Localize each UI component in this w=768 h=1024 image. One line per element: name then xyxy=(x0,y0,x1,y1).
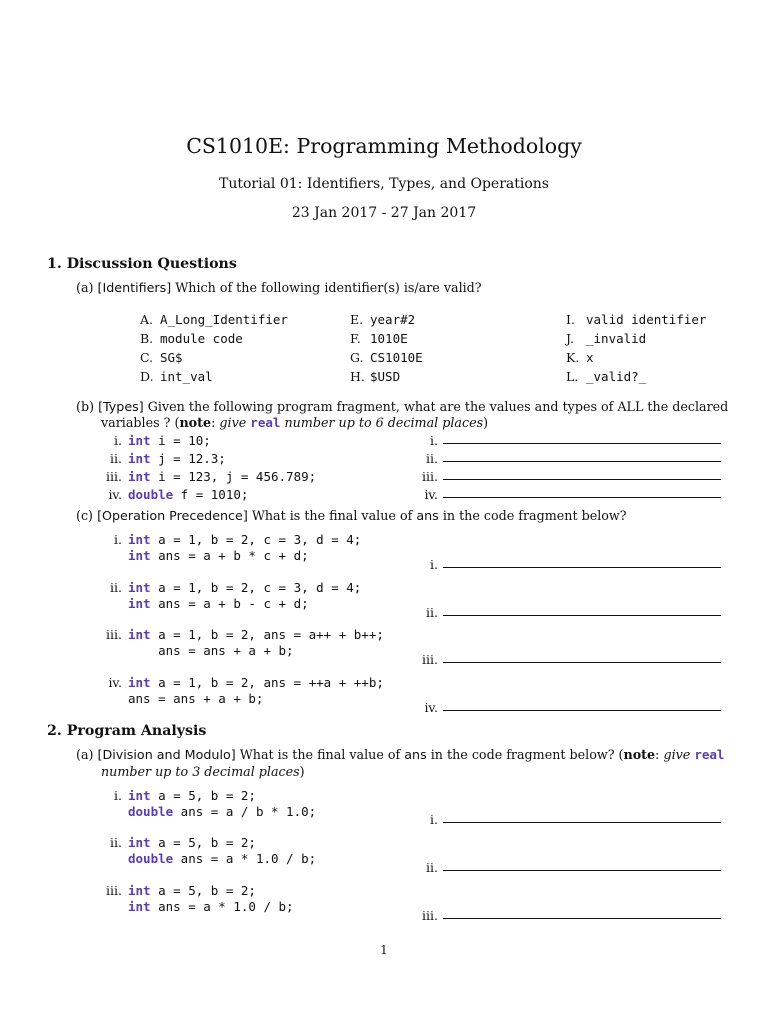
code-text: a = 1, b = 2, c = 3, d = 4; xyxy=(150,580,362,595)
item-number: i. xyxy=(114,433,122,448)
question-2a-line2 xyxy=(101,763,305,780)
question-text: What is the final value of xyxy=(251,508,413,523)
option-value: x xyxy=(586,350,594,365)
option-value: CS1010E xyxy=(370,350,423,365)
answer-label: iii. xyxy=(422,908,438,923)
code-text: ans = ans + a + b; xyxy=(128,691,264,706)
code-text: ans = a * 1.0 / b; xyxy=(150,899,294,914)
code-line xyxy=(128,451,226,466)
answer-line[interactable] xyxy=(443,822,721,823)
code-keyword: int xyxy=(128,532,151,547)
code-keyword: int xyxy=(128,788,151,803)
option-label: F. xyxy=(350,331,361,346)
option-label: J. xyxy=(566,331,575,346)
code-keyword: int xyxy=(128,433,151,448)
question-marker: (a) xyxy=(76,280,94,295)
page-subtitle: Tutorial 01: Identifiers, Types, and Operations xyxy=(219,176,549,192)
code-text: a = 5, b = 2; xyxy=(150,788,256,803)
code-line xyxy=(128,469,316,484)
question-tag: [Identifiers] xyxy=(97,280,172,295)
code-text: ans = a + b - c + d; xyxy=(150,596,309,611)
question-var: ans xyxy=(404,747,427,762)
section-2-heading: 2. Program Analysis xyxy=(47,723,207,739)
code-keyword: int xyxy=(128,899,151,914)
option-value: _invalid xyxy=(586,331,647,346)
code-keyword: int xyxy=(128,548,151,563)
code-text: f = 1010; xyxy=(173,487,249,502)
answer-label: iv. xyxy=(424,487,438,502)
question-text: What is the final value of xyxy=(239,747,401,762)
identifier-option xyxy=(140,347,183,366)
question-text: in the code fragment below? ( xyxy=(430,747,624,762)
option-value: valid identifier xyxy=(586,312,707,327)
note-give: give xyxy=(219,415,247,430)
option-label: C. xyxy=(140,350,154,365)
code-text: i = 123, j = 456.789; xyxy=(150,469,317,484)
note-colon: : xyxy=(655,747,660,762)
answer-line[interactable] xyxy=(443,461,721,462)
answer-label: ii. xyxy=(426,605,438,620)
note-real: real xyxy=(694,747,725,762)
answer-line[interactable] xyxy=(443,497,721,498)
code-line xyxy=(128,580,361,595)
code-line xyxy=(128,899,294,914)
answer-line[interactable] xyxy=(443,662,721,663)
page-dates: 23 Jan 2017 - 27 Jan 2017 xyxy=(291,205,477,221)
code-text: a = 1, b = 2, ans = a++ + b++; xyxy=(150,627,384,642)
code-keyword: double xyxy=(128,851,174,866)
question-2a xyxy=(76,746,724,763)
answer-line[interactable] xyxy=(443,870,721,871)
question-tag: [Types] xyxy=(98,399,144,414)
question-text: in the code fragment below? xyxy=(442,508,627,523)
code-text: ans = a + b * c + d; xyxy=(150,548,309,563)
code-text: ans = ans + a + b; xyxy=(128,643,294,658)
code-line xyxy=(128,851,316,866)
section-1-heading: 1. Discussion Questions xyxy=(47,256,237,272)
answer-line[interactable] xyxy=(443,615,721,616)
identifier-option xyxy=(350,366,400,385)
note-give: give xyxy=(663,747,691,762)
option-label: I. xyxy=(566,312,575,327)
answer-line[interactable] xyxy=(443,918,721,919)
question-1a xyxy=(76,279,482,296)
code-line xyxy=(128,548,309,563)
code-line xyxy=(128,532,361,547)
code-line xyxy=(128,675,384,690)
question-1b xyxy=(76,398,728,415)
code-keyword: int xyxy=(128,451,151,466)
code-line xyxy=(128,433,211,448)
answer-label: ii. xyxy=(426,451,438,466)
note-tail: number up to 3 decimal places xyxy=(101,764,300,779)
option-value: _valid?_ xyxy=(586,369,647,384)
item-number: iv. xyxy=(108,675,122,690)
answer-label: iv. xyxy=(424,700,438,715)
option-value: $USD xyxy=(370,369,401,384)
code-line xyxy=(128,835,256,850)
question-marker: (c) xyxy=(76,508,94,523)
note-close: ) xyxy=(299,764,305,779)
code-line xyxy=(128,788,256,803)
identifier-option xyxy=(140,328,243,347)
code-text: i = 10; xyxy=(150,433,211,448)
identifier-option xyxy=(566,309,706,328)
code-line xyxy=(128,691,263,706)
answer-label: i. xyxy=(430,433,438,448)
note-tail: number up to 6 decimal places xyxy=(284,415,484,430)
code-keyword: double xyxy=(128,804,174,819)
option-label: L. xyxy=(566,369,579,384)
question-var: ans xyxy=(416,508,439,523)
code-keyword: int xyxy=(128,627,151,642)
answer-line[interactable] xyxy=(443,443,721,444)
option-label: G. xyxy=(350,350,364,365)
question-1b-line2 xyxy=(101,414,488,431)
code-line xyxy=(128,487,248,502)
code-line xyxy=(128,804,316,819)
answer-label: iii. xyxy=(422,652,438,667)
code-text: a = 1, b = 2, ans = ++a + ++b; xyxy=(150,675,384,690)
option-value: module code xyxy=(160,331,243,346)
answer-line[interactable] xyxy=(443,710,721,711)
answer-label: i. xyxy=(430,557,438,572)
identifier-option xyxy=(350,309,415,328)
code-line xyxy=(128,627,384,642)
note-close: ) xyxy=(483,415,489,430)
option-label: K. xyxy=(566,350,580,365)
page-title: CS1010E: Programming Methodology xyxy=(186,134,582,158)
option-value: int_val xyxy=(160,369,213,384)
item-number: iii. xyxy=(106,883,122,898)
option-label: B. xyxy=(140,331,154,346)
code-line xyxy=(128,596,309,611)
answer-label: ii. xyxy=(426,860,438,875)
code-keyword: int xyxy=(128,469,151,484)
item-number: ii. xyxy=(110,580,122,595)
identifier-option xyxy=(350,347,423,366)
question-text: variables ? ( xyxy=(101,415,180,430)
code-keyword: int xyxy=(128,883,151,898)
item-number: iii. xyxy=(106,469,122,484)
page-number: 1 xyxy=(380,943,388,957)
item-number: i. xyxy=(114,532,122,547)
note-real: real xyxy=(250,415,281,430)
identifier-option xyxy=(140,366,213,385)
code-keyword: int xyxy=(128,580,151,595)
code-text: a = 5, b = 2; xyxy=(150,883,256,898)
option-value: SG$ xyxy=(160,350,183,365)
answer-line[interactable] xyxy=(443,567,721,568)
code-text: a = 5, b = 2; xyxy=(150,835,256,850)
code-line xyxy=(128,883,256,898)
code-text: j = 12.3; xyxy=(150,451,226,466)
option-label: E. xyxy=(350,312,364,327)
code-keyword: int xyxy=(128,675,151,690)
code-keyword: double xyxy=(128,487,174,502)
item-number: ii. xyxy=(110,835,122,850)
item-number: i. xyxy=(114,788,122,803)
item-number: iv. xyxy=(108,487,122,502)
question-text: Given the following program fragment, what are the values and types of ALL the declared xyxy=(147,399,729,414)
identifier-option xyxy=(566,366,646,385)
question-tag: [Division and Modulo] xyxy=(97,747,236,762)
identifier-option xyxy=(566,347,594,366)
option-label: H. xyxy=(350,369,365,384)
item-number: iii. xyxy=(106,627,122,642)
identifier-option xyxy=(566,328,646,347)
question-text: Which of the following identifier(s) is/are valid? xyxy=(175,280,482,295)
identifier-option xyxy=(140,309,288,328)
answer-label: iii. xyxy=(422,469,438,484)
question-marker: (b) xyxy=(76,399,95,414)
code-line xyxy=(128,643,294,658)
code-keyword: int xyxy=(128,835,151,850)
code-text: ans = a / b * 1.0; xyxy=(173,804,317,819)
option-label: A. xyxy=(140,312,154,327)
note-label: note xyxy=(623,747,656,762)
option-value: A_Long_Identifier xyxy=(160,312,288,327)
question-tag: [Operation Precedence] xyxy=(97,508,248,523)
option-value: 1010E xyxy=(370,331,408,346)
answer-line[interactable] xyxy=(443,479,721,480)
note-colon: : xyxy=(211,415,216,430)
question-1c xyxy=(76,507,627,524)
code-text: ans = a * 1.0 / b; xyxy=(173,851,317,866)
note-label: note xyxy=(179,415,212,430)
identifier-option xyxy=(350,328,408,347)
code-text: a = 1, b = 2, c = 3, d = 4; xyxy=(150,532,362,547)
option-value: year#2 xyxy=(370,312,416,327)
item-number: ii. xyxy=(110,451,122,466)
question-marker: (a) xyxy=(76,747,94,762)
option-label: D. xyxy=(140,369,154,384)
answer-label: i. xyxy=(430,812,438,827)
code-keyword: int xyxy=(128,596,151,611)
